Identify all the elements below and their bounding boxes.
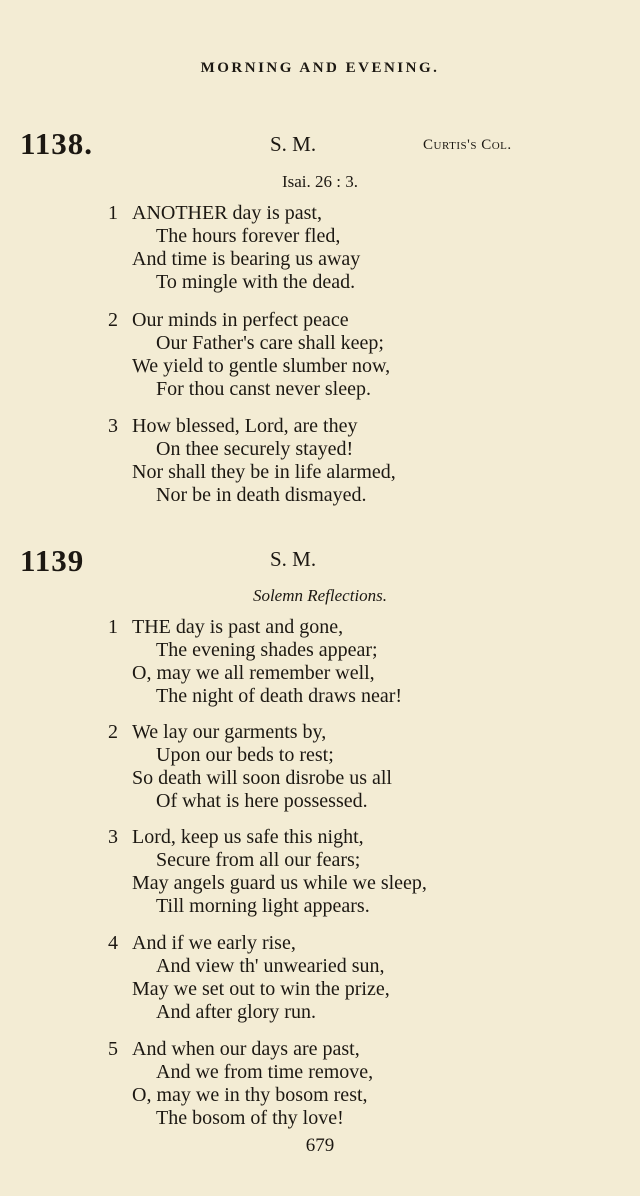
stanza-line: The bosom of thy love! (156, 1107, 344, 1129)
stanza-line (108, 415, 528, 438)
stanza (108, 415, 528, 507)
stanza-line: The hours forever fled, (156, 225, 341, 247)
stanza-number: 3 (108, 415, 118, 437)
stanza-line: And we from time remove, (156, 1061, 374, 1083)
stanza-line: Nor shall they be in life alarmed, (132, 461, 396, 483)
stanza-line: Of what is here possessed. (156, 790, 368, 812)
verse-text: How blessed, Lord, are they (132, 415, 358, 437)
stanza-line: Secure from all our fears; (156, 849, 361, 871)
verse-text: ANOTHER day is past, (132, 202, 322, 224)
hymn-source: Curtis's Col. (423, 137, 512, 153)
stanza (108, 202, 528, 294)
stanza (108, 1038, 528, 1130)
stanza-line: Nor be in death dismayed. (156, 484, 367, 506)
stanza-line: So death will soon disrobe us all (132, 767, 392, 789)
stanza-line (108, 309, 528, 332)
stanza (108, 932, 528, 1024)
stanza-line: To mingle with the dead. (156, 271, 356, 293)
stanza (108, 309, 528, 401)
stanza (108, 721, 528, 813)
stanza-line: O, may we in thy bosom rest, (132, 1084, 368, 1106)
running-header: MORNING AND EVENING. (200, 60, 440, 76)
hymn-number: 1138. (20, 126, 94, 161)
stanza-number: 2 (108, 721, 118, 743)
hymn-subtitle: Solemn Reflections. (252, 586, 388, 605)
stanza-line (108, 932, 528, 955)
hymn-meter: S. M. (270, 132, 317, 156)
hymn-number: 1139 (20, 543, 85, 578)
stanza-line (108, 721, 528, 744)
stanza-line: On thee securely stayed! (156, 438, 354, 460)
stanza-line: O, may we all remember well, (132, 662, 375, 684)
stanza-line: We yield to gentle slumber now, (132, 355, 391, 377)
verse-text: And if we early rise, (132, 932, 296, 954)
stanza (108, 826, 528, 918)
stanza-line: The night of death draws near! (156, 685, 403, 707)
stanza-number: 1 (108, 616, 118, 638)
stanza-line: Upon our beds to rest; (156, 744, 334, 766)
verse-text: THE day is past and gone, (132, 616, 344, 638)
stanza-line: For thou canst never sleep. (156, 378, 371, 400)
stanza-line: And time is bearing us away (132, 248, 361, 270)
stanza-number: 4 (108, 932, 118, 954)
hymn-meter: S. M. (270, 547, 317, 571)
stanza-number: 3 (108, 826, 118, 848)
page-number: 679 (305, 1135, 335, 1156)
verse-text: Our minds in perfect peace (132, 309, 349, 331)
stanza-line: May angels guard us while we sleep, (132, 872, 427, 894)
stanza-line (108, 616, 528, 639)
stanza-line: The evening shades appear; (156, 639, 378, 661)
stanza-line: And view th' unwearied sun, (156, 955, 385, 977)
stanza-number: 1 (108, 202, 118, 224)
stanza-number: 5 (108, 1038, 118, 1060)
verse-text: We lay our garments by, (132, 721, 327, 743)
stanza-line (108, 202, 528, 225)
verse-text: And when our days are past, (132, 1038, 360, 1060)
stanza-line: May we set out to win the prize, (132, 978, 390, 1000)
stanza-number: 2 (108, 309, 118, 331)
stanza-line (108, 1038, 528, 1061)
verse-text: Lord, keep us safe this night, (132, 826, 364, 848)
hymn-subtitle: Isai. 26 : 3. (281, 172, 359, 191)
stanza-line (108, 826, 528, 849)
stanza-line: Our Father's care shall keep; (156, 332, 384, 354)
stanza-line: And after glory run. (156, 1001, 316, 1023)
stanza-line: Till morning light appears. (156, 895, 370, 917)
stanza (108, 616, 528, 708)
